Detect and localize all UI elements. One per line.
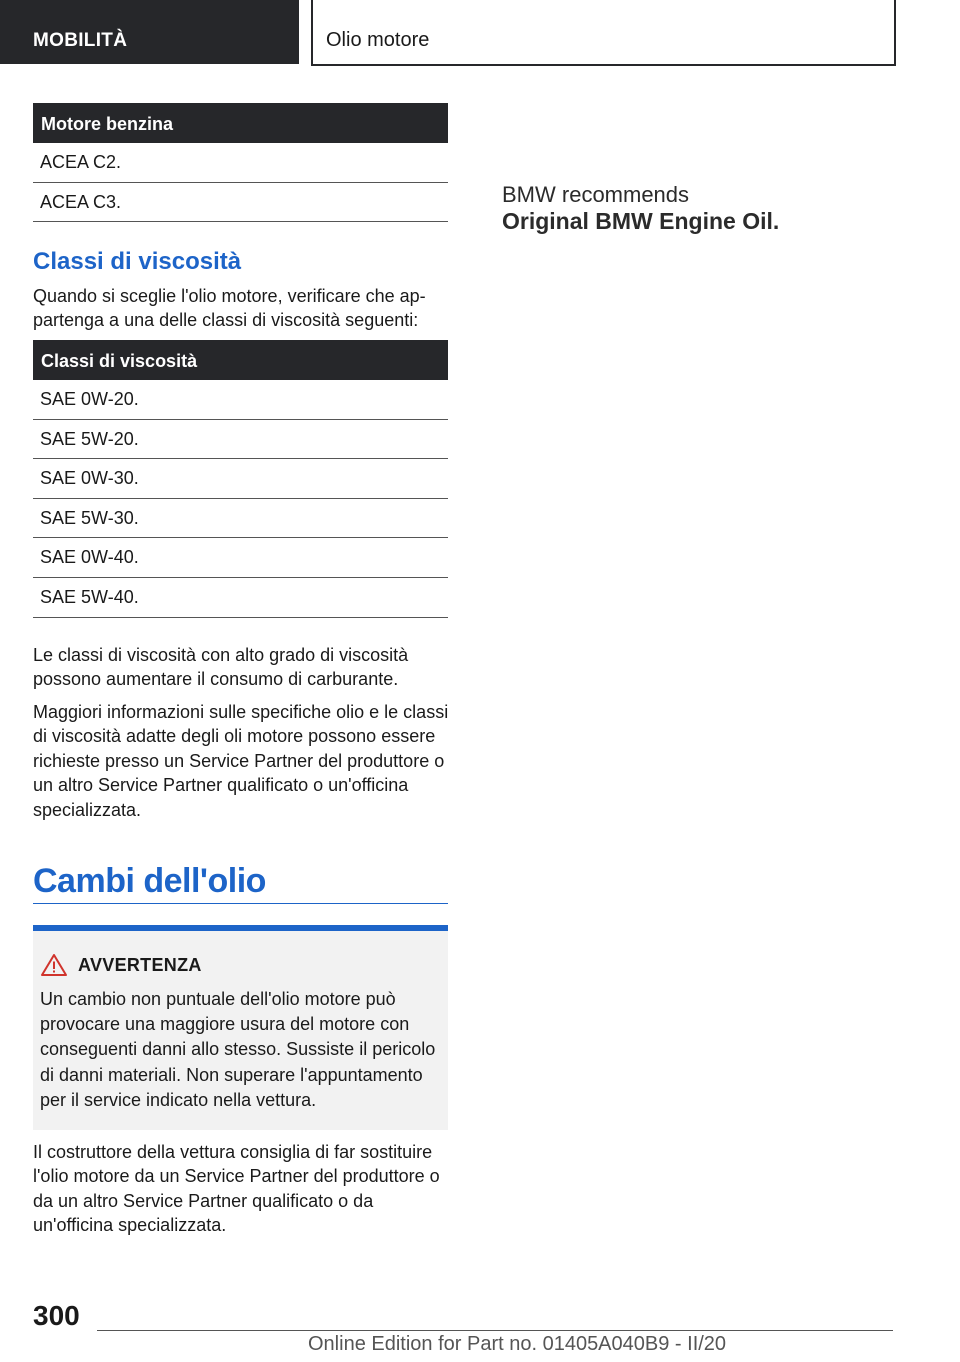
viscosity-heading: Classi di viscosità bbox=[33, 248, 242, 275]
header-topic-label: Olio motore bbox=[326, 29, 430, 51]
table-row: ACEA C2. bbox=[33, 143, 448, 183]
table-header: Motore benzina bbox=[33, 103, 448, 143]
footer-divider bbox=[97, 1330, 893, 1331]
viscosity-table bbox=[33, 340, 448, 618]
page-number: 300 bbox=[33, 1300, 80, 1331]
table-row: SAE 5W-30. bbox=[33, 499, 448, 539]
table-row: SAE 0W-40. bbox=[33, 538, 448, 578]
bmw-recommends-text: BMW recommends bbox=[502, 182, 690, 207]
bmw-engine-oil-text: Original BMW Engine Oil. bbox=[502, 208, 780, 234]
table-row: SAE 5W-40. bbox=[33, 578, 448, 618]
viscosity-intro: Quando si sceglie l'olio motore, verificare che appartenga a una delle classi di viscosità seguenti: bbox=[33, 286, 426, 331]
footer-edition: Online Edition for Part no. 01405A040B9 - II/20 bbox=[308, 1333, 727, 1355]
table-row: SAE 5W-20. bbox=[33, 420, 448, 460]
warning-title: AVVERTENZA bbox=[78, 954, 202, 975]
header-section-tab bbox=[0, 0, 299, 64]
table-row: SAE 0W-20. bbox=[33, 380, 448, 420]
heading-divider bbox=[33, 903, 448, 904]
table-row: ACEA C3. bbox=[33, 183, 448, 223]
header-topic-box bbox=[311, 0, 896, 66]
viscosity-note-consumption: Le classi di viscosità con alto grado di viscosità possono aumentare il consumo di carburante. bbox=[33, 645, 409, 690]
header-section-label: MOBILITÀ bbox=[33, 30, 128, 51]
petrol-engine-table bbox=[33, 103, 448, 222]
warning-text: Un cambio non puntuale dell'olio motore può provocare una maggiore usura del motore con conseguenti danni allo stesso. Sussiste il pericolo di danni materiali. Non superare l'appuntamento per il service indicato nella vettura. bbox=[40, 989, 436, 1110]
oil-change-text: Il costruttore della vettura consiglia di far sostituire l'olio motore da un Service Partner del produttore o da un altro Service Partner qualificato o da un'officina specializzata. bbox=[33, 1142, 440, 1236]
oil-change-heading: Cambi dell'olio bbox=[33, 862, 266, 900]
table-header: Classi di viscosità bbox=[33, 340, 448, 380]
warning-triangle-icon bbox=[40, 953, 68, 977]
warning-box bbox=[33, 931, 448, 1130]
viscosity-note-info: Maggiori informazioni sulle specifiche olio e le classi di viscosità adatte degli oli motore possono essere richieste presso un Service Partner del produttore o un altro Service Partner qualificato o un'officina specializzata. bbox=[33, 702, 449, 820]
table-row: SAE 0W-30. bbox=[33, 459, 448, 499]
